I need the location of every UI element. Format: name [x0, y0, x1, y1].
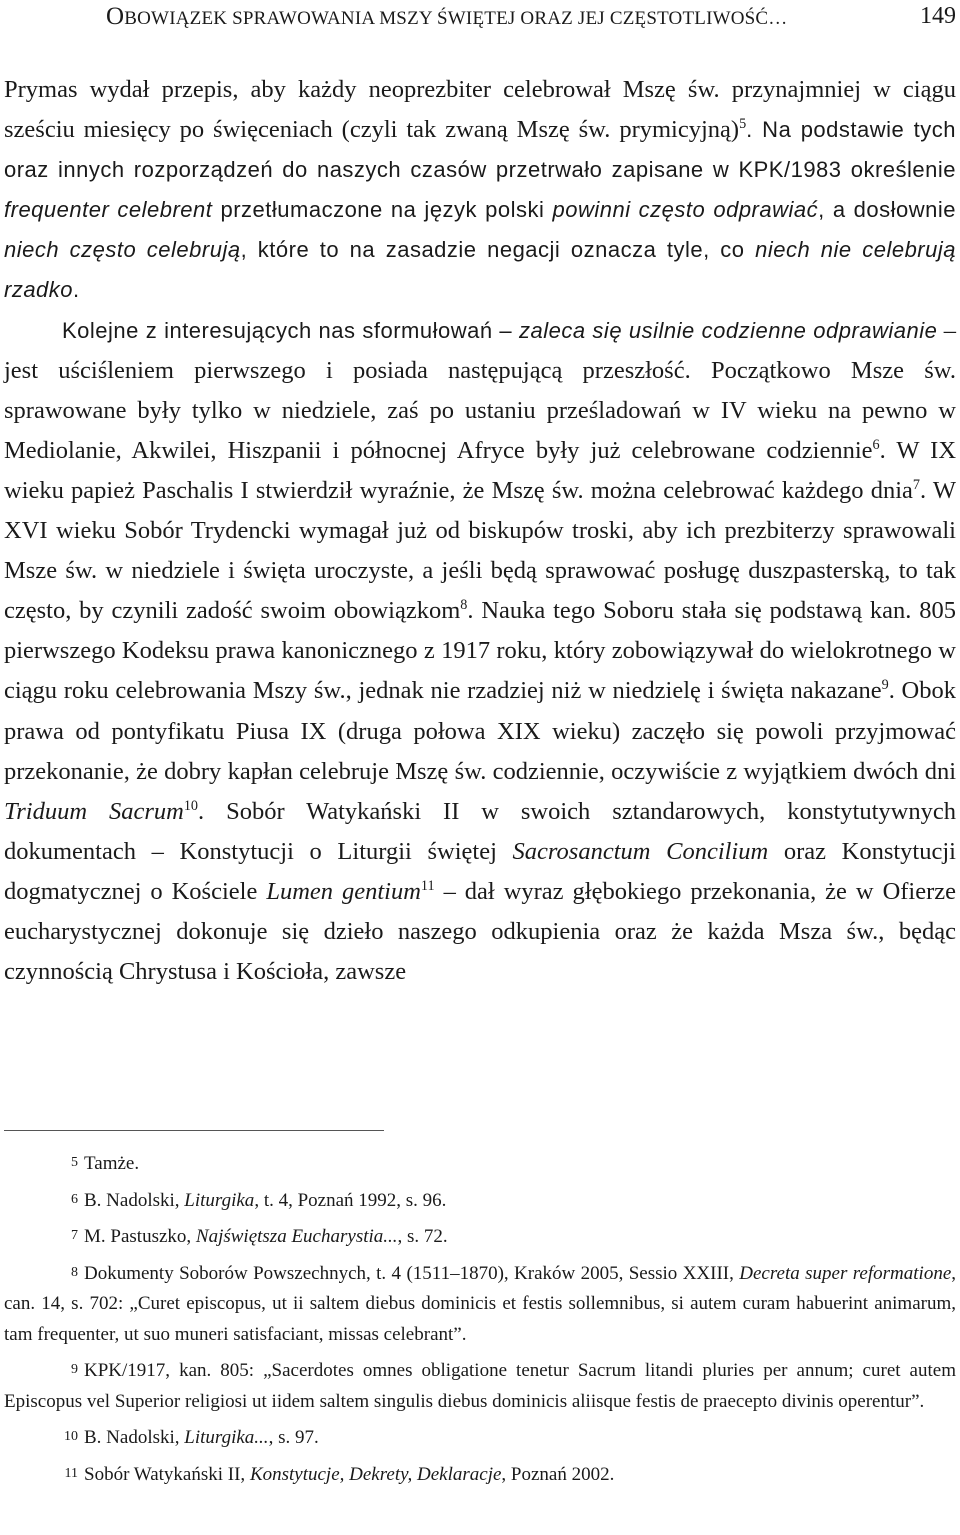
- footnote-item: [4, 1221, 956, 1258]
- footnote-ref[interactable]: 5: [739, 116, 747, 133]
- italic-term: niech często celebrują: [4, 237, 241, 263]
- footnote-text: Dokumenty Soborów Powszechnych, t. 4 (1511–1870), Kraków 2005, Sessio XXIII,: [84, 1262, 740, 1284]
- footnote-text: Sobór Watykański II,: [84, 1463, 250, 1485]
- footnote-text: B. Nadolski,: [84, 1427, 185, 1448]
- text-run: oraz Konstytucji dogmatycznej o Kościele: [4, 837, 956, 905]
- footnote-number: 5: [71, 1155, 78, 1170]
- footnote-ref[interactable]: 8: [460, 597, 468, 614]
- footnote-item: [4, 1258, 956, 1356]
- footnote-number: 8: [71, 1264, 78, 1280]
- footnote-italic: Decreta super reformatione: [739, 1262, 952, 1284]
- footnote-text: , s. 72.: [397, 1226, 448, 1247]
- footnote-text: M. Pastuszko,: [84, 1226, 196, 1247]
- footnote-italic: Najświętsza Eucharystia...: [195, 1226, 398, 1247]
- footnote-number: 11: [64, 1465, 78, 1481]
- footnotes: [4, 1148, 956, 1495]
- text-run: , a dosłownie: [818, 197, 957, 223]
- footnote-text: , s. 97.: [268, 1427, 319, 1448]
- footnote-divider: [4, 1130, 384, 1131]
- italic-term: Lumen gentium: [266, 877, 421, 905]
- footnote-ref[interactable]: 6: [872, 437, 880, 454]
- footnote-text: , t. 4, Poznań 1992, s. 96.: [254, 1189, 447, 1211]
- footnote-ref[interactable]: 11: [420, 878, 435, 895]
- footnote-text: KPK/1917, kan. 805: „Sacerdotes omnes obligatione tenetur Sacrum litandi pluries per annum; curet autem Episcopus vel Superior religiosi ut iidem saltem singulis diebus dominicis aliisque festis de praecepto divinis operentur”.: [4, 1360, 956, 1412]
- italic-term: powinni często odprawiać: [552, 197, 819, 223]
- footnote-number: 9: [71, 1362, 78, 1377]
- text-run: . W XVI wieku Sobór Trydencki wymagał już od biskupów troski, aby ich prezbiterzy sprawowali Msze św. w niedziele i święta uroczyste, a jeśli będą sprawować posługę duszpasterską, to tak często, by czynili zadość swoim obowiązkom: [4, 476, 956, 625]
- italic-term: zaleca się usilnie codzienne odprawianie: [519, 317, 938, 343]
- text-run: .: [73, 277, 80, 303]
- paragraph-1: [4, 70, 956, 311]
- footnote-item: [4, 1459, 956, 1496]
- text-run: . Sobór Watykański II w swoich sztandarowych, konstytutywnych dokumentach – Konstytucji o Liturgii świętej: [4, 797, 956, 865]
- footnote-text: , can. 14, s. 702: „Curet episcopus, ut ii saltem diebus dominicis et festis sollemnibus, si autem curam habuerint animarum, tam frequenter, ut suo muneri satisfaciant, missas celebrant”.: [4, 1262, 957, 1345]
- text-run: – dał wyraz głębokiego przekonania, że w Ofierze eucharystycznej dokonuje się dzieło naszego odkupienia oraz że każda Msza św., będąc czynnością Chrystusa i Kościoła, zawsze: [4, 877, 957, 986]
- body-text: [4, 70, 956, 992]
- text-run: przetłumaczone na język polski: [212, 197, 553, 223]
- italic-term: frequenter celebrent: [4, 197, 213, 223]
- text-run: – jest uściśleniem pierwszego i posiada następującą przeszłość. Początkowo Msze św. sprawowane były tylko w niedziele, zaś po ustaniu prześladowań w IV wieku na pewno w Mediolanie, Akwilei, Hiszpanii i północnej Afryce były już celebrowane codziennie: [4, 316, 956, 464]
- footnote-text: Tamże.: [84, 1153, 140, 1174]
- running-title-rest: BOWIĄZEK SPRAWOWANIA MSZY ŚWIĘTEJ ORAZ JEJ CZĘSTOTLIWOŚĆ…: [124, 8, 788, 29]
- paragraph-2: [4, 311, 956, 993]
- footnote-italic: Liturgika...: [184, 1427, 269, 1448]
- running-title: [106, 3, 788, 31]
- footnote-italic: Liturgika: [184, 1189, 255, 1211]
- footnote-ref[interactable]: 10: [183, 797, 199, 814]
- footnote-number: 7: [71, 1228, 78, 1243]
- text-run: . Na podstawie tych oraz innych rozporządzeń do naszych czasów przetrwało zapisane w KPK/1983 określenie: [4, 117, 957, 183]
- italic-term: Sacrosanctum Concilium: [512, 837, 769, 865]
- running-title-initial: O: [106, 3, 125, 30]
- italic-term: niech nie celebrują rzadko: [4, 237, 956, 303]
- text-run: . W IX wieku papież Paschalis I stwierdził wyraźnie, że Mszę św. można celebrować każdego dnia: [4, 436, 957, 504]
- text-run: Prymas wydał przepis, aby każdy neoprezbiter celebrował Mszę św. przynajmniej w ciągu sześciu miesięcy po święceniach (czyli tak zwaną Mszę św. prymicyjną): [4, 76, 956, 144]
- italic-term: Triduum Sacrum: [4, 797, 184, 825]
- footnote-italic: Konstytucje, Dekrety, Deklaracje: [249, 1463, 502, 1485]
- text-run: . Nauka tego Soboru stała się podstawą kan. 805 pierwszego Kodeksu prawa kanonicznego z 1917 roku, który zobowiązywał do wielokrotnego w ciągu roku celebrowania Mszy św., jednak nie rzadziej niż w niedzielę i święta nakazane: [4, 597, 957, 705]
- footnote-text: , Poznań 2002.: [501, 1463, 615, 1485]
- footnote-ref[interactable]: 7: [912, 477, 921, 494]
- text-run: Kolejne z interesujących nas sformułowań –: [62, 317, 519, 343]
- running-header: [0, 0, 960, 40]
- footnote-text: B. Nadolski,: [84, 1189, 185, 1211]
- footnote-item: [4, 1355, 956, 1422]
- text-run: . Obok prawa od pontyfikatu Piusa IX (druga połowa XIX wieku) zaczęło się powoli przyjmować przekonanie, że dobry kapłan celebruje Mszę św. codziennie, oczywiście z wyjątkiem dwóch dni: [4, 677, 956, 785]
- footnote-item: [4, 1148, 956, 1185]
- footnote-ref[interactable]: 9: [881, 677, 889, 694]
- footnote-item: [4, 1185, 956, 1222]
- footnote-number: 6: [71, 1191, 78, 1207]
- page-number: 149: [920, 3, 956, 29]
- footnote-number: 10: [64, 1429, 78, 1444]
- text-run: , które to na zasadzie negacji oznacza tyle, co: [240, 237, 756, 263]
- footnote-item: [4, 1422, 956, 1459]
